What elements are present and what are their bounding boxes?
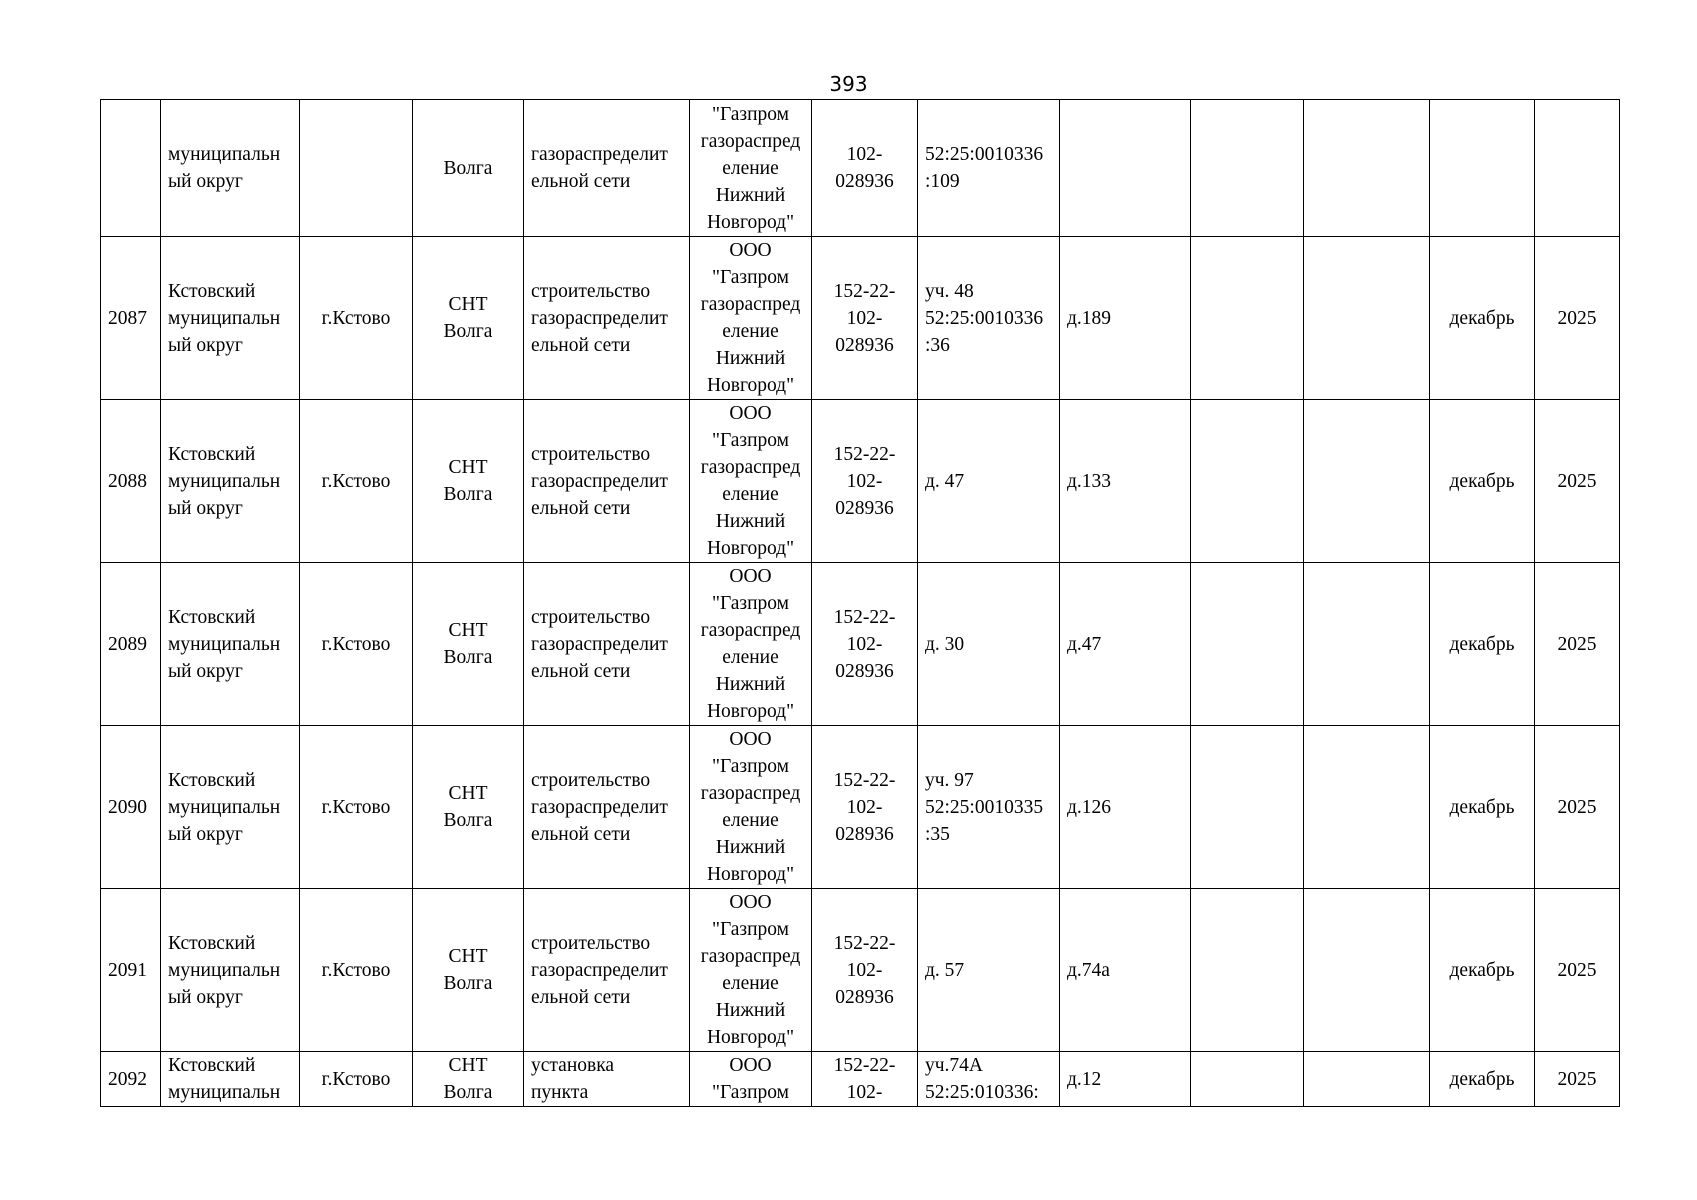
cell-year: 2025 [1535,563,1620,726]
cell-empty [1304,400,1430,563]
cell-month: декабрь [1430,400,1535,563]
cell-city: г.Кстово [300,1052,413,1107]
cell-organization: ООО "Газпром газораспред еление Нижний Новгород" [690,889,812,1052]
cell-organization: "Газпром газораспред еление Нижний Новгород" [690,100,812,237]
cell-code: 152-22- 102- 028936 [812,563,918,726]
table-row [101,100,1620,237]
cell-house: д.126 [1060,726,1191,889]
cell-empty [1191,889,1304,1052]
cell-snt: СНТ Волга [413,889,524,1052]
cell-month: декабрь [1430,1052,1535,1107]
cell-city: г.Кстово [300,237,413,400]
cell-code: 102- 028936 [812,100,918,237]
cell-purpose: установка пункта [524,1052,690,1107]
cell-code: 152-22- 102- 028936 [812,889,918,1052]
cell-month: декабрь [1430,237,1535,400]
table-row [101,726,1620,889]
cell-city: г.Кстово [300,400,413,563]
cell-snt: СНТ Волга [413,1052,524,1107]
cell-plot: д. 30 [918,563,1060,726]
cell-code: 152-22- 102- 028936 [812,726,918,889]
cell-plot: 52:25:0010336 :109 [918,100,1060,237]
cell-month: декабрь [1430,563,1535,726]
cell-city: г.Кстово [300,563,413,726]
cell-house: д.47 [1060,563,1191,726]
cell-empty [1191,100,1304,237]
cell-house [1060,100,1191,237]
cell-city: г.Кстово [300,726,413,889]
cell-empty [1304,100,1430,237]
cell-organization: ООО "Газпром газораспред еление Нижний Новгород" [690,726,812,889]
cell-year: 2025 [1535,726,1620,889]
cell-district: Кстовский муниципальн [161,1052,300,1107]
cell-district: Кстовский муниципальн ый округ [161,563,300,726]
cell-row-number: 2091 [101,889,161,1052]
cell-code: 152-22- 102- 028936 [812,400,918,563]
table-row [101,1052,1620,1107]
cell-empty [1304,889,1430,1052]
cell-city [300,100,413,237]
cell-snt: СНТ Волга [413,726,524,889]
cell-empty [1191,400,1304,563]
cell-row-number: 2092 [101,1052,161,1107]
table-row [101,237,1620,400]
page-number: 393 [829,72,868,96]
cell-district: Кстовский муниципальн ый округ [161,237,300,400]
registry-table [100,99,1620,1107]
cell-snt: СНТ Волга [413,237,524,400]
cell-purpose: строительство газораспределит ельной сети [524,563,690,726]
cell-district: Кстовский муниципальн ый округ [161,889,300,1052]
cell-plot: уч. 48 52:25:0010336 :36 [918,237,1060,400]
cell-snt: СНТ Волга [413,563,524,726]
cell-month [1430,100,1535,237]
cell-purpose: строительство газораспределит ельной сети [524,726,690,889]
cell-empty [1304,726,1430,889]
table-row [101,400,1620,563]
cell-house: д.133 [1060,400,1191,563]
cell-plot: уч.74А 52:25:010336: [918,1052,1060,1107]
cell-plot: д. 47 [918,400,1060,563]
cell-organization: ООО "Газпром газораспред еление Нижний Новгород" [690,237,812,400]
table-body [101,100,1620,1107]
cell-empty [1191,1052,1304,1107]
cell-month: декабрь [1430,726,1535,889]
table-row [101,563,1620,726]
cell-house: д.74а [1060,889,1191,1052]
cell-row-number: 2090 [101,726,161,889]
cell-empty [1191,726,1304,889]
cell-organization: ООО "Газпром газораспред еление Нижний Новгород" [690,400,812,563]
cell-empty [1304,1052,1430,1107]
cell-district: муниципальн ый округ [161,100,300,237]
cell-city: г.Кстово [300,889,413,1052]
cell-house: д.189 [1060,237,1191,400]
cell-empty [1191,237,1304,400]
cell-snt: Волга [413,100,524,237]
cell-month: декабрь [1430,889,1535,1052]
cell-plot: уч. 97 52:25:0010335 :35 [918,726,1060,889]
table-row [101,889,1620,1052]
cell-empty [1304,237,1430,400]
cell-purpose: газораспределит ельной сети [524,100,690,237]
cell-district: Кстовский муниципальн ый округ [161,400,300,563]
cell-year: 2025 [1535,237,1620,400]
cell-code: 152-22- 102- 028936 [812,237,918,400]
cell-plot: д. 57 [918,889,1060,1052]
cell-code: 152-22- 102- [812,1052,918,1107]
cell-purpose: строительство газораспределит ельной сети [524,400,690,563]
cell-empty [1191,563,1304,726]
cell-row-number: 2087 [101,237,161,400]
cell-year: 2025 [1535,1052,1620,1107]
cell-house: д.12 [1060,1052,1191,1107]
cell-year [1535,100,1620,237]
cell-purpose: строительство газораспределит ельной сети [524,237,690,400]
cell-row-number: 2089 [101,563,161,726]
cell-row-number [101,100,161,237]
cell-organization: ООО "Газпром [690,1052,812,1107]
cell-year: 2025 [1535,889,1620,1052]
cell-district: Кстовский муниципальн ый округ [161,726,300,889]
cell-year: 2025 [1535,400,1620,563]
cell-row-number: 2088 [101,400,161,563]
cell-organization: ООО "Газпром газораспред еление Нижний Новгород" [690,563,812,726]
cell-empty [1304,563,1430,726]
cell-purpose: строительство газораспределит ельной сети [524,889,690,1052]
cell-snt: СНТ Волга [413,400,524,563]
